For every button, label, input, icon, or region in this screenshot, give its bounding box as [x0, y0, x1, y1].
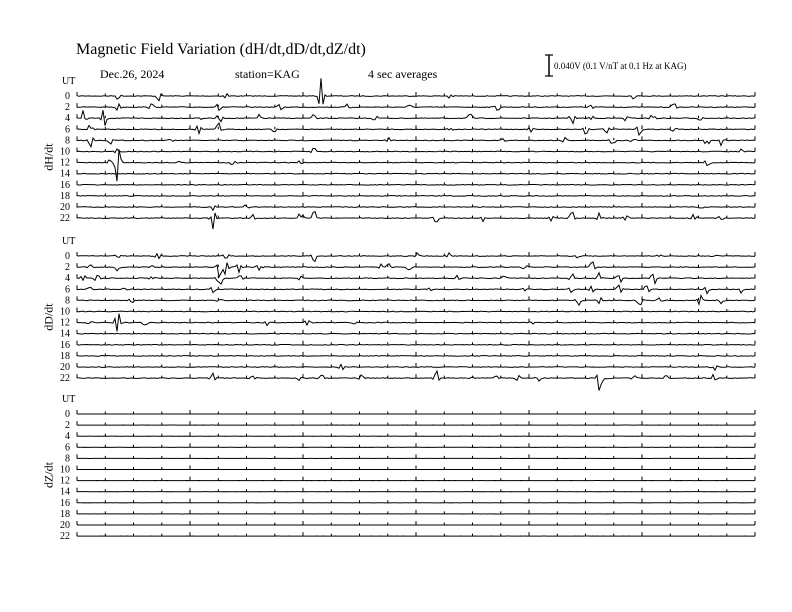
row-label: 12: [60, 317, 70, 329]
trace-line: [77, 78, 755, 104]
time-ticks: [77, 252, 755, 256]
ut-axis-label: UT: [62, 394, 76, 405]
time-ticks: [77, 454, 755, 458]
row-label: 16: [60, 497, 70, 509]
row-label: 20: [60, 520, 70, 531]
row-label: 8: [65, 135, 70, 147]
row-label: 14: [60, 328, 70, 340]
time-ticks: [77, 521, 755, 525]
averaging-label: 4 sec averages: [368, 67, 438, 81]
row-label: 16: [60, 179, 70, 191]
time-ticks: [77, 421, 755, 425]
panel-label: dD/dt: [41, 303, 56, 331]
trace-line: [77, 149, 755, 181]
row-label: 22: [60, 213, 70, 225]
time-ticks: [77, 319, 755, 323]
row-label: 20: [60, 202, 70, 213]
row-label: 8: [65, 453, 70, 465]
time-ticks: [77, 203, 755, 207]
trace-line: [77, 371, 755, 390]
time-ticks: [77, 214, 755, 218]
time-ticks: [77, 330, 755, 334]
row-label: 6: [65, 124, 70, 136]
row-label: 12: [60, 475, 70, 487]
row-label: 18: [60, 350, 70, 362]
panel-label: dZ/dt: [41, 462, 56, 489]
row-label: 2: [65, 420, 70, 432]
row-label: 10: [60, 306, 70, 318]
row-label: 22: [60, 531, 70, 543]
row-label: 8: [65, 295, 70, 307]
time-ticks: [77, 432, 755, 436]
row-label: 0: [65, 251, 70, 262]
row-label: 0: [65, 91, 70, 102]
panel-dd-dt: [42, 236, 755, 391]
row-label: 18: [60, 190, 70, 202]
time-ticks: [77, 410, 755, 414]
station-label: station=KAG: [235, 67, 300, 81]
ut-axis-label: UT: [62, 76, 76, 87]
ut-axis-label: UT: [62, 236, 76, 247]
row-label: 6: [65, 442, 70, 454]
time-ticks: [77, 296, 755, 300]
row-label: 16: [60, 339, 70, 351]
time-ticks: [77, 499, 755, 503]
row-label: 20: [60, 362, 70, 373]
time-ticks: [77, 341, 755, 345]
time-ticks: [77, 443, 755, 447]
row-label: 4: [65, 431, 70, 443]
time-ticks: [77, 136, 755, 140]
row-label: 22: [60, 373, 70, 385]
row-label: 12: [60, 157, 70, 169]
time-ticks: [77, 488, 755, 492]
row-label: 4: [65, 113, 70, 125]
date-label: Dec.26, 2024: [100, 67, 165, 81]
row-label: 2: [65, 102, 70, 114]
row-label: 2: [65, 262, 70, 274]
chart-title: Magnetic Field Variation (dH/dt,dD/dt,dZ/dt): [76, 41, 366, 58]
row-label: 0: [65, 409, 70, 420]
row-label: 14: [60, 486, 70, 498]
time-ticks: [77, 308, 755, 312]
panel-dz-dt: [42, 394, 755, 542]
time-ticks: [77, 477, 755, 481]
time-ticks: [77, 510, 755, 514]
time-ticks: [77, 532, 755, 536]
row-label: 6: [65, 284, 70, 296]
time-ticks: [77, 192, 755, 196]
scale-bar-icon: [545, 55, 553, 76]
scale-label: 0.040V (0.1 V/nT at 0.1 Hz at KAG): [554, 61, 687, 71]
panel-dh-dt: [42, 76, 755, 229]
row-label: 4: [65, 273, 70, 285]
row-label: 10: [60, 464, 70, 476]
time-ticks: [77, 170, 755, 174]
row-label: 14: [60, 168, 70, 180]
row-label: 10: [60, 146, 70, 158]
panel-label: dH/dt: [41, 143, 56, 171]
row-label: 18: [60, 508, 70, 520]
time-ticks: [77, 466, 755, 470]
